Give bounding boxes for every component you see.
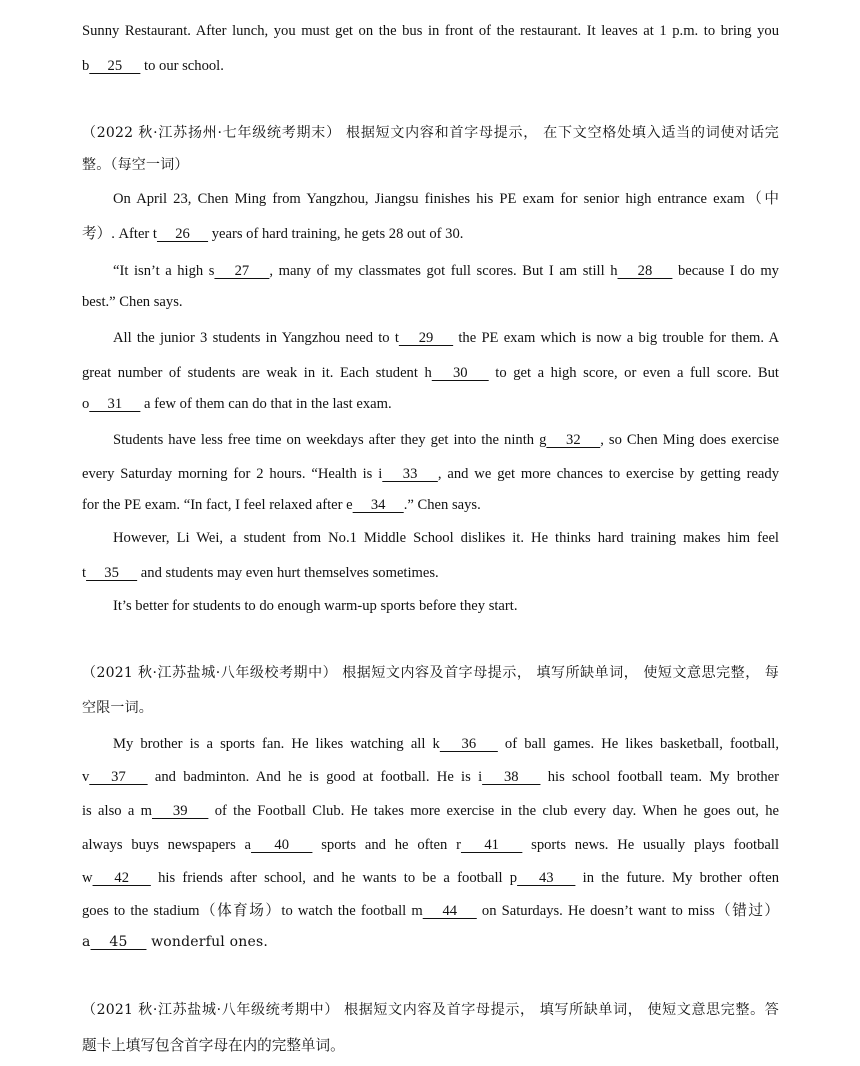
answer-blank: 30: [431, 365, 489, 381]
text-line: [82, 932, 779, 952]
text-segment: , so Chen Ming does exercise: [600, 432, 779, 448]
text-segment: of ball games. He likes basketball, football,: [497, 736, 779, 752]
text-segment: My brother is a sports fan. He likes watching all k: [113, 736, 440, 752]
answer-blank: 39: [152, 803, 209, 819]
text-line: [82, 563, 779, 583]
text-segment: All the junior 3 students in Yangzhou need to t: [113, 330, 399, 346]
text-segment: However, Li Wei, a student from No.1 Middle School dislikes it. He thinks hard training makes him feel: [113, 530, 779, 546]
text-segment: of the Football Club. He takes more exercise in the club every day. When he goes out, he: [208, 803, 779, 819]
answer-blank: 35: [86, 565, 138, 581]
text-segment: for the PE exam. “In fact, I feel relaxed after e: [82, 497, 353, 513]
text-line: [82, 1000, 779, 1020]
text-line: [82, 56, 779, 76]
text-segment: 空限一词。: [82, 700, 153, 716]
text-segment: and badminton. And he is good at football. He is i: [147, 769, 483, 785]
text-segment: is also a m: [82, 803, 152, 819]
text-line: [82, 123, 779, 143]
text-segment: , and we get more chances to exercise by getting ready: [437, 466, 779, 482]
text-segment: It’s better for students to do enough warm-up sports before they start.: [113, 598, 518, 614]
text-segment: sports and he often r: [312, 837, 461, 853]
answer-blank: 25: [89, 58, 141, 74]
text-segment: the PE exam which is now a big trouble for them. A: [453, 330, 780, 346]
text-line: [82, 464, 779, 484]
text-segment: great number of students are weak in it. Each student h: [82, 365, 432, 381]
text-segment: Students have less free time on weekdays after they get into the ninth g: [113, 432, 547, 448]
text-segment: a few of them can do that in the last exam.: [140, 396, 392, 412]
text-segment: his school football team. My brother: [540, 769, 780, 785]
text-segment: “It isn’t a high s: [113, 263, 215, 279]
text-segment: every Saturday morning for 2 hours. “Health is i: [82, 466, 383, 482]
text-line: [113, 596, 779, 616]
text-segment: , many of my classmates got full scores. But I am still h: [269, 263, 618, 279]
text-line: [113, 261, 779, 281]
text-segment: to get a high score, or even a full score. But: [488, 365, 779, 381]
text-segment: 题卡上填写包含首字母在内的完整单词。: [82, 1038, 345, 1054]
answer-blank: 32: [546, 432, 601, 448]
text-segment: in the future. My brother often: [575, 870, 780, 886]
text-segment: always buys newspapers a: [82, 837, 252, 853]
answer-blank: 31: [89, 396, 141, 412]
text-line: [113, 328, 779, 348]
answer-blank: 28: [617, 263, 673, 279]
answer-blank: 40: [251, 837, 313, 853]
text-segment: （2021 秋·江苏盐城·八年级统考期中） 根据短文内容及首字母提示， 填写所缺单词， 使短文意思完整。答: [82, 1002, 779, 1018]
answer-blank: 34: [352, 497, 404, 513]
answer-blank: 43: [517, 870, 576, 886]
text-segment: o: [82, 396, 90, 412]
text-line: [82, 224, 779, 244]
text-line: [113, 528, 779, 548]
answer-blank: 45: [90, 934, 147, 950]
answer-blank: 42: [92, 870, 151, 886]
text-segment: b: [82, 58, 90, 74]
text-segment: （2022 秋·江苏扬州·七年级统考期末） 根据短文内容和首字母提示， 在下文空格处填入适当的词使对话完: [82, 125, 779, 141]
text-segment: （2021 秋·江苏盐城·八年级校考期中） 根据短文内容及首字母提示， 填写所缺单词， 使短文意思完整， 每: [82, 665, 779, 681]
text-segment: his friends after school, and he wants to be a football p: [150, 870, 518, 886]
text-line: [82, 698, 779, 718]
text-line: [82, 1036, 779, 1056]
text-line: [82, 767, 779, 787]
answer-blank: 33: [382, 466, 438, 482]
text-line: [113, 734, 779, 754]
answer-blank: 27: [214, 263, 270, 279]
answer-blank: 44: [422, 903, 477, 919]
text-line: [82, 363, 779, 383]
text-segment: best.” Chen says.: [82, 294, 183, 310]
answer-blank: 41: [460, 837, 523, 853]
text-segment: t: [82, 565, 87, 581]
text-line: [82, 292, 779, 312]
text-line: [82, 901, 779, 921]
text-segment: a: [82, 934, 91, 950]
text-segment: Sunny Restaurant. After lunch, you must get on the bus in front of the restaurant. It leaves at 1 p.m. to bring you: [82, 23, 779, 39]
text-segment: because I do my: [672, 263, 779, 279]
answer-blank: 26: [156, 226, 209, 242]
text-segment: On April 23, Chen Ming from Yangzhou, Jiangsu finishes his PE exam for senior high entrance exam（中: [113, 191, 779, 207]
text-segment: goes to the stadium（体育场）to watch the football m: [82, 903, 423, 919]
text-segment: on Saturdays. He doesn’t want to miss（错过）: [476, 903, 779, 919]
text-line: [82, 21, 779, 41]
text-segment: to our school.: [140, 58, 224, 74]
text-line: [113, 430, 779, 450]
text-line: [82, 801, 779, 821]
text-line: [82, 663, 779, 683]
answer-blank: 29: [398, 330, 454, 346]
text-segment: years of hard training, he gets 28 out of 30.: [208, 226, 464, 242]
text-line: [82, 155, 779, 175]
text-segment: .” Chen says.: [403, 497, 481, 513]
text-segment: 考）. After t: [82, 226, 157, 242]
text-segment: 整。（每空一词）: [82, 157, 189, 173]
answer-blank: 37: [89, 769, 148, 785]
text-line: [82, 835, 779, 855]
answer-blank: 36: [439, 736, 498, 752]
text-segment: v: [82, 769, 90, 785]
text-segment: sports news. He usually plays football: [522, 837, 779, 853]
text-line: [113, 189, 779, 209]
text-segment: w: [82, 870, 93, 886]
text-line: [82, 394, 779, 414]
answer-blank: 38: [482, 769, 541, 785]
text-line: [82, 868, 779, 888]
text-segment: wonderful ones.: [146, 934, 268, 950]
text-line: [82, 495, 779, 515]
text-segment: and students may even hurt themselves sometimes.: [137, 565, 439, 581]
